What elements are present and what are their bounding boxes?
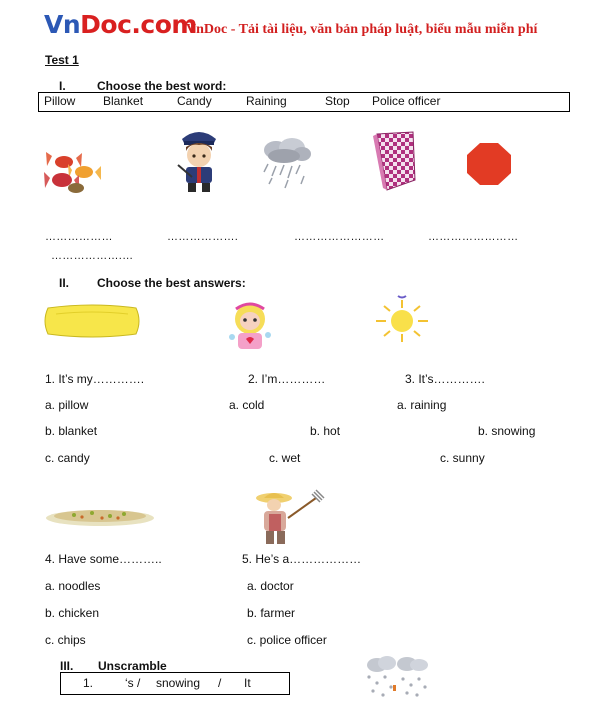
- snowing-cloud-image: [363, 655, 431, 701]
- unscramble-box: [60, 672, 290, 695]
- q5-option-c: c. police officer: [247, 633, 327, 647]
- answer-blank: ………………: [45, 231, 113, 243]
- section1-title: Choose the best word:: [97, 79, 227, 93]
- candy-image: [44, 150, 104, 195]
- question-2: 2. I’m…………: [248, 372, 326, 386]
- farmer-image: [244, 490, 324, 546]
- q1-option-c: c. candy: [45, 451, 90, 465]
- police-officer-image: [170, 125, 228, 193]
- section1-number: I.: [59, 79, 66, 93]
- q3-option-a: a. raining: [397, 398, 447, 412]
- unscramble-item-number: 1.: [83, 676, 94, 690]
- question-1: 1. It’s my………….: [45, 372, 145, 386]
- section3-heading: [60, 659, 167, 673]
- header-tagline: VnDoc - Tải tài liệu, văn bản pháp luật, biểu mẫu miễn phí: [186, 22, 538, 37]
- word-bank-box: [38, 92, 570, 112]
- question-5: 5. He’s a………………: [242, 552, 362, 566]
- logo-com: .com: [131, 10, 197, 39]
- section3-number: III.: [60, 659, 74, 673]
- answer-blank: ……………….…: [51, 250, 134, 262]
- section2-title: Choose the best answers:: [97, 276, 246, 290]
- stop-sign-image: [466, 142, 512, 186]
- word-bank-item: Candy: [177, 94, 212, 108]
- answer-blank: ……………………: [428, 231, 519, 243]
- q1-option-a: a. pillow: [45, 398, 89, 412]
- answer-blank: ……………………: [294, 231, 385, 243]
- q4-option-c: c. chips: [45, 633, 86, 647]
- logo-doc: Doc: [80, 10, 132, 39]
- q4-option-b: b. chicken: [45, 606, 100, 620]
- sun-image: [370, 296, 434, 346]
- question-3: 3. It’s………….: [405, 372, 485, 386]
- word-bank-item: Police officer: [372, 94, 441, 108]
- q2-option-a: a. cold: [229, 398, 265, 412]
- logo-vn: Vn: [44, 10, 81, 39]
- q5-option-a: a. doctor: [247, 579, 294, 593]
- unscramble-word: It: [244, 676, 251, 690]
- q3-option-b: b. snowing: [478, 424, 536, 438]
- test-title: Test 1: [45, 53, 79, 67]
- section1-heading: [59, 79, 226, 93]
- blanket-image: [373, 130, 419, 192]
- pillow-image: [44, 302, 140, 340]
- q5-option-b: b. farmer: [247, 606, 296, 620]
- q4-option-a: a. noodles: [45, 579, 101, 593]
- word-bank-item: Blanket: [103, 94, 144, 108]
- section3-title: Unscramble: [98, 659, 167, 673]
- word-bank-item: Stop: [325, 94, 350, 108]
- unscramble-word: /: [218, 676, 222, 690]
- unscramble-word: ‘s /: [125, 676, 141, 690]
- word-bank-item: Raining: [246, 94, 287, 108]
- word-bank-item: Pillow: [44, 94, 76, 108]
- noodles-image: [44, 500, 156, 532]
- vndoc-logo: [44, 10, 197, 39]
- q2-option-b: b. hot: [310, 424, 341, 438]
- raining-cloud-image: [258, 138, 314, 190]
- hot-girl-image: [222, 297, 278, 355]
- section2-number: II.: [59, 276, 70, 290]
- q3-option-c: c. sunny: [440, 451, 485, 465]
- unscramble-word: snowing: [156, 676, 201, 690]
- q2-option-c: c. wet: [269, 451, 301, 465]
- answer-blank: ……………….: [167, 231, 239, 243]
- q1-option-b: b. blanket: [45, 424, 98, 438]
- question-4: 4. Have some………..: [45, 552, 162, 566]
- section2-heading: [59, 276, 246, 290]
